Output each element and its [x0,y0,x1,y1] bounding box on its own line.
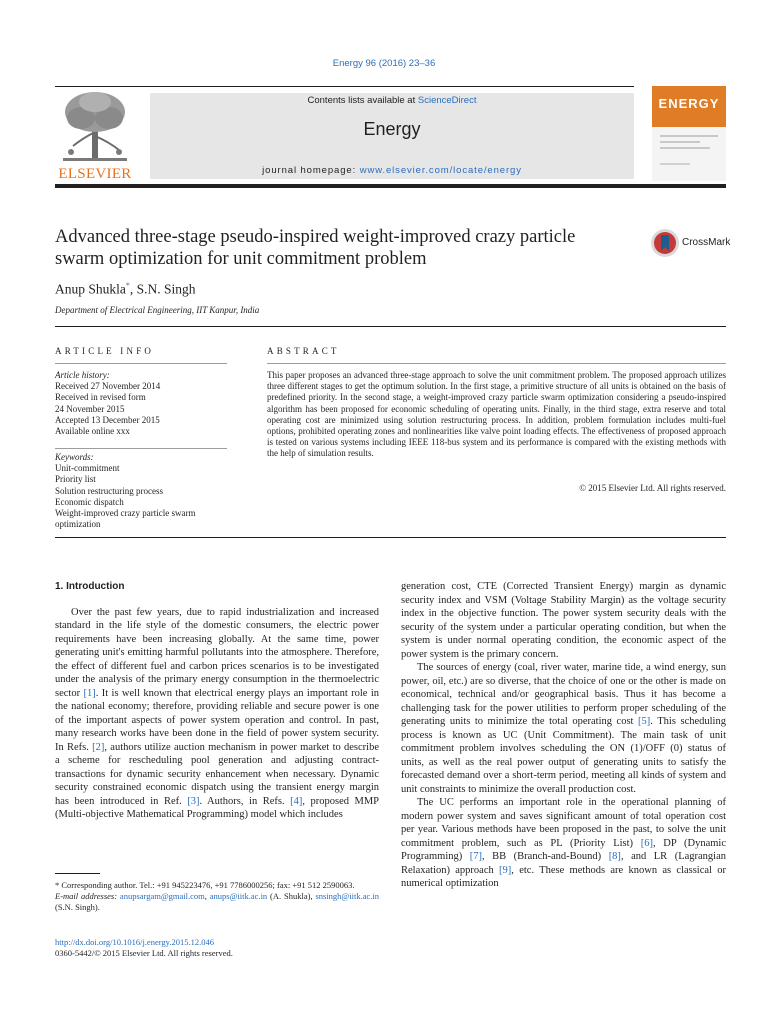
keyword-item: Economic dispatch [55,496,124,507]
author-separator: , [129,281,137,297]
email-link[interactable]: anups@iitk.ac.in [209,891,268,901]
email-note [55,891,379,913]
text-run: , proposed MMP (Multi-objective Mathematical Programming) model which includes [55,795,379,820]
homepage-line [150,165,634,176]
keywords [55,452,227,530]
abstract-text: This paper proposes an advanced three-stage approach to solve the unit commitment problem. The proposed approach utilizes three different stages to get the optimum solution. In the first stage, a primitive structure of all units is obtained on the basis of predefined priority. In the second stage, a weight-improved crazy particle swarm optimization considering a pseudo-inspired algorithm has been proposed for economic scheduling of operating units. Finally, in the third stage, extra reserve and total operating cost are minimized using solution restructuring process. In addition, problem formulation includes multi-fuel options, prohibited operating zones and nonlinearities like valve point loading effects. The effectiveness of proposed approach is tested on various systems including IEEE 118-bus system and its performance is compared with the existing methods with the help of simulation results. [267,370,726,459]
info-top-rule [55,326,726,327]
email-separator: , [204,891,210,901]
elsevier-wordmark: ELSEVIER [58,166,132,182]
issn-copyright: 0360-5442/© 2015 Elsevier Ltd. All rights reserved. [55,948,233,958]
history-label: Article history: [55,370,110,380]
text-run: , etc. These methods are known as classical or numerical optimization [401,864,726,889]
email-owner: (S.N. Singh). [55,902,100,912]
sciencedirect-link[interactable]: ScienceDirect [417,95,477,106]
contents-prefix: Contents lists available at [307,95,418,106]
cover-lines-icon [652,127,726,181]
journal-cover-thumbnail[interactable] [652,86,726,181]
paragraph [401,796,726,891]
header-top-rule [55,86,634,87]
footnotes [55,880,379,913]
text-run: . It is well known that electrical energy plays an important role in the national economy; therefore, providing reliable and secure power is one of the important aspects of power system operation and control. In past, many research works have been done in the field of power system security. In Refs. [55,687,380,753]
abstract-rule [267,363,726,364]
contents-line [150,95,634,106]
paragraph [401,661,726,796]
reference-link[interactable]: [5] [638,716,651,727]
paragraph: generation cost, CTE (Corrected Transient Energy) margin as dynamic security index and VSM (Voltage Stability Margin) as the voltage security index in the objective function. The power system security deals with the security of the system under a particular operating condition, but when the system is under normal operating condition, the economic aspect of the power system is the primary concern. [401,581,726,660]
history-item: Accepted 13 December 2015 [55,414,160,425]
email-link[interactable]: snsingh@iitk.ac.in [315,891,379,901]
history-item: Received 27 November 2014 [55,381,161,392]
email-link[interactable]: anupsargam@gmail.com [119,891,205,901]
history-item: Available online xxx [55,426,130,437]
text-run: . This scheduling process is known as UC (Unit Commitment). The main task of unit commitment problem involves scheduling the ON (1)/OFF (0) status of units, as well as the real power output of generating units to satisfy the forecasted demand over a short-term period, meeting all kinds of system and unit constraints to minimize the overall production cost. [401,716,726,795]
author-link[interactable]: Anup Shukla [55,281,126,297]
abstract-copyright: © 2015 Elsevier Ltd. All rights reserved. [579,483,726,493]
text-run: The UC performs an important role in the operational planning of modern power system and saves significant amount of total operation cost per year. Various methods have been proposed in the past, to solve the unit commitment problem, such as PL (Priority List) [401,797,726,849]
reference-link[interactable]: [9] [499,864,512,876]
crossmark-icon [650,228,680,258]
elsevier-logo[interactable] [55,88,135,183]
homepage-prefix: journal homepage: [262,165,360,176]
article-info-rule [55,363,227,364]
paragraph [55,606,379,822]
footnote-rule [55,873,100,874]
journal-masthead [150,93,634,179]
journal-citation-link[interactable]: Energy 96 (2016) 23–36 [332,58,436,69]
keywords-rule [55,448,227,449]
reference-link[interactable]: [6] [640,837,653,849]
article-title: Advanced three-stage pseudo-inspired weight-improved crazy particle swarm optimization for unit commitment problem [55,227,576,269]
keyword-item: Weight-improved crazy particle swarm optimization [55,508,196,530]
text-run: , and LR (Lagrangian Relaxation) approach [401,851,726,876]
body-right-column [401,580,726,891]
corresponding-author-mark[interactable]: * [125,281,130,290]
email-label: E-mail addresses: [55,891,120,901]
journal-homepage-link[interactable]: www.elsevier.com/locate/energy [359,165,522,176]
keyword-item: Solution restructuring process [55,485,163,496]
keyword-item: Priority list [55,474,96,485]
affiliation: Department of Electrical Engineering, IIT Kanpur, India [55,305,260,315]
reference-link[interactable]: [8] [608,851,621,862]
tree-logo-icon [55,88,135,166]
text-run: , BB (Branch-and-Bound) [482,851,609,862]
doi-block [55,937,233,959]
cover-title: ENERGY [658,96,720,111]
author-list [55,281,196,298]
email-owner: (A. Shukla), [267,891,316,901]
crossmark-button[interactable] [650,228,730,260]
abstract-heading: ABSTRACT [267,346,340,356]
cover-banner [652,86,726,127]
text-run: , authors utilize auction mechanism in power market to describe a scheme for rescheduling pool generation and adjusting contract-transactions for dynamic security enhancement when necessary. Dynamic security constrained economic dispatch using the transient energy margin has been introduced in Ref. [55,741,379,807]
article-info-heading: ARTICLE INFO [55,346,155,356]
crossmark-label: CrossMark [682,237,731,248]
history-item: Received in revised form [55,392,146,403]
history-item: 24 November 2015 [55,403,125,414]
reference-link[interactable]: [4] [290,795,303,807]
text-run: . Authors, in Refs. [199,795,291,807]
body-left-column [55,580,379,822]
section-heading: 1. Introduction [55,581,125,592]
doi-link[interactable]: http://dx.doi.org/10.1016/j.energy.2015.12.046 [55,937,214,947]
text-run: The sources of energy (coal, river water, marine tide, a wind energy, sun power, oil, etc.) are so diverse, that the choice of one or the other is made on economical, technical and/or geographical basis. Thus it has become a challenging task for the power utilities to perform proper scheduling of the generating units to minimize the total operating cost [401,662,726,727]
keywords-label: Keywords: [55,452,94,462]
reference-link[interactable]: [3] [187,795,200,807]
keyword-item: Unit-commitment [55,463,120,474]
reference-link[interactable]: [1] [83,687,96,699]
journal-name: Energy [363,119,421,139]
reference-link[interactable]: [2] [92,741,105,753]
text-run: , DP (Dynamic Programming) [401,837,726,862]
header-bottom-rule [55,184,726,188]
body-top-rule [55,537,726,538]
author-link[interactable]: S.N. Singh [136,281,196,297]
reference-link[interactable]: [7] [469,851,483,862]
article-history [55,370,227,437]
text-run: Over the past few years, due to rapid industrialization and increased standard in the life style of the domestic consumers, the electric power requirements have been increasing globally. At the same time, power generating unit's emitting harmful pollutants into the atmosphere. Therefore, the effect of different fuel and carbon prices scenarios is to be investigated under the analysis of the primary energy consumption in the thermoelectric sector [55,606,379,699]
corresponding-author-note: * Corresponding author. Tel.: +91 945223476, +91 7786000256; fax: +91 512 2590063. [55,880,355,890]
